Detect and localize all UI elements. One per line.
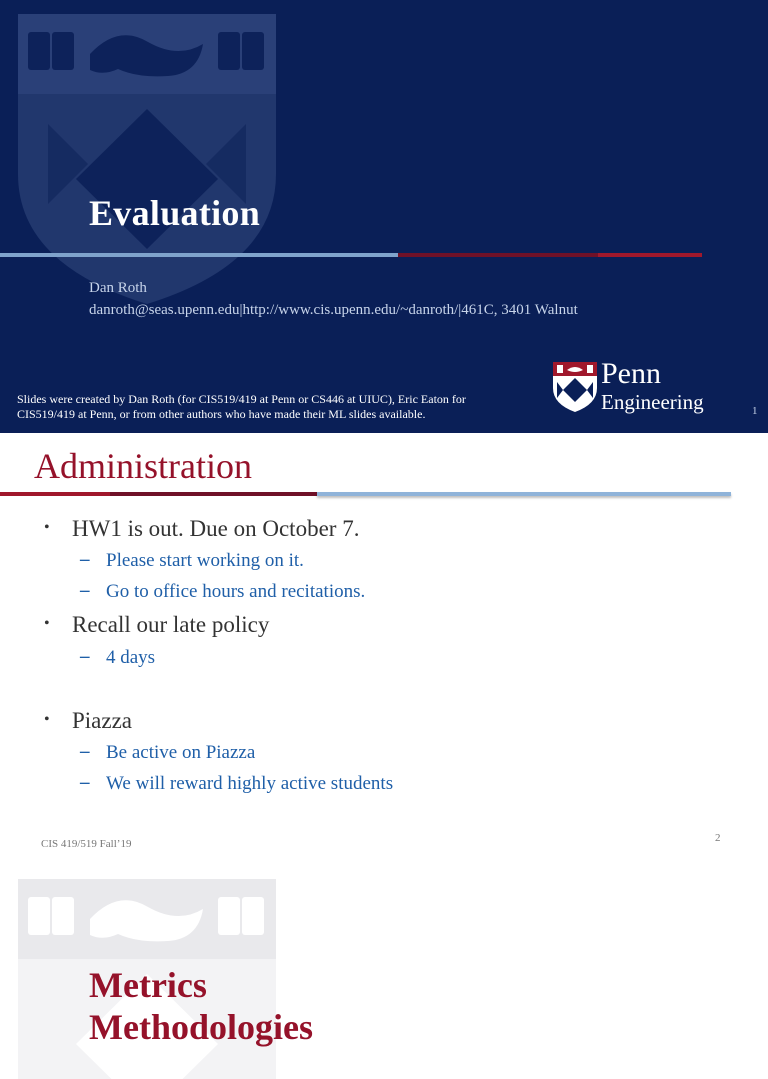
sub-bullet-item: 4 days: [106, 647, 156, 668]
penn-engineering-logo: [553, 357, 723, 418]
logo-text-engineering: Engineering: [601, 390, 704, 414]
bullet-item: Piazza: [72, 708, 133, 733]
title-rule-dark-red: [110, 492, 317, 496]
sub-bullet-item: We will reward highly active students: [106, 773, 394, 794]
sub-bullet-marker: –: [80, 580, 90, 601]
slide-1: [0, 0, 768, 433]
sub-bullet-item: Please start working on it.: [106, 550, 304, 571]
sub-bullet-marker: –: [80, 549, 90, 570]
slide-3: [0, 865, 768, 1047]
bullet-marker: •: [44, 615, 50, 632]
title-rule-dark-red: [398, 253, 598, 257]
title-rule-red: [598, 253, 702, 257]
penn-shield-icon: [553, 362, 597, 412]
bullet-marker: •: [44, 711, 50, 728]
sub-bullet-marker: –: [80, 772, 90, 793]
sub-bullet-item: Be active on Piazza: [106, 742, 256, 763]
bullet-marker: •: [44, 519, 50, 536]
sub-bullet-marker: –: [80, 741, 90, 762]
slide-number: 1: [752, 405, 758, 417]
slide-number: 2: [715, 832, 721, 844]
sub-bullet-item: Go to office hours and recitations.: [106, 581, 366, 602]
slide-credit-note: Slides were created by Dan Roth (for CIS519/419 at Penn or CS446 at UIUC), Eric Eaton for CIS519/419 at Penn, or from other authors who have made their ML slides available.: [17, 392, 466, 421]
slide-title-line-1: Metrics: [89, 965, 207, 1005]
slide-title-line-2: Methodologies: [89, 1007, 313, 1047]
title-rule-blue: [317, 492, 731, 496]
logo-text-penn: Penn: [601, 357, 661, 390]
title-rule-red: [0, 492, 110, 496]
title-rule-blue: [0, 253, 398, 257]
author-name: Dan Roth: [89, 280, 147, 296]
bullet-item: HW1 is out. Due on October 7.: [72, 516, 360, 541]
slide-title: [89, 964, 313, 1048]
bullet-item: Recall our late policy: [72, 612, 270, 637]
slide-2: [0, 433, 768, 865]
slide-title: Evaluation: [89, 193, 261, 233]
sub-bullet-marker: –: [80, 646, 90, 667]
slide-title: Administration: [34, 446, 252, 486]
penn-shield-watermark-icon: [18, 14, 276, 304]
slide-footer: CIS 419/519 Fall’19: [41, 838, 132, 850]
author-contact: danroth@seas.upenn.edu|http://www.cis.upenn.edu/~danroth/|461C, 3401 Walnut: [89, 302, 578, 318]
